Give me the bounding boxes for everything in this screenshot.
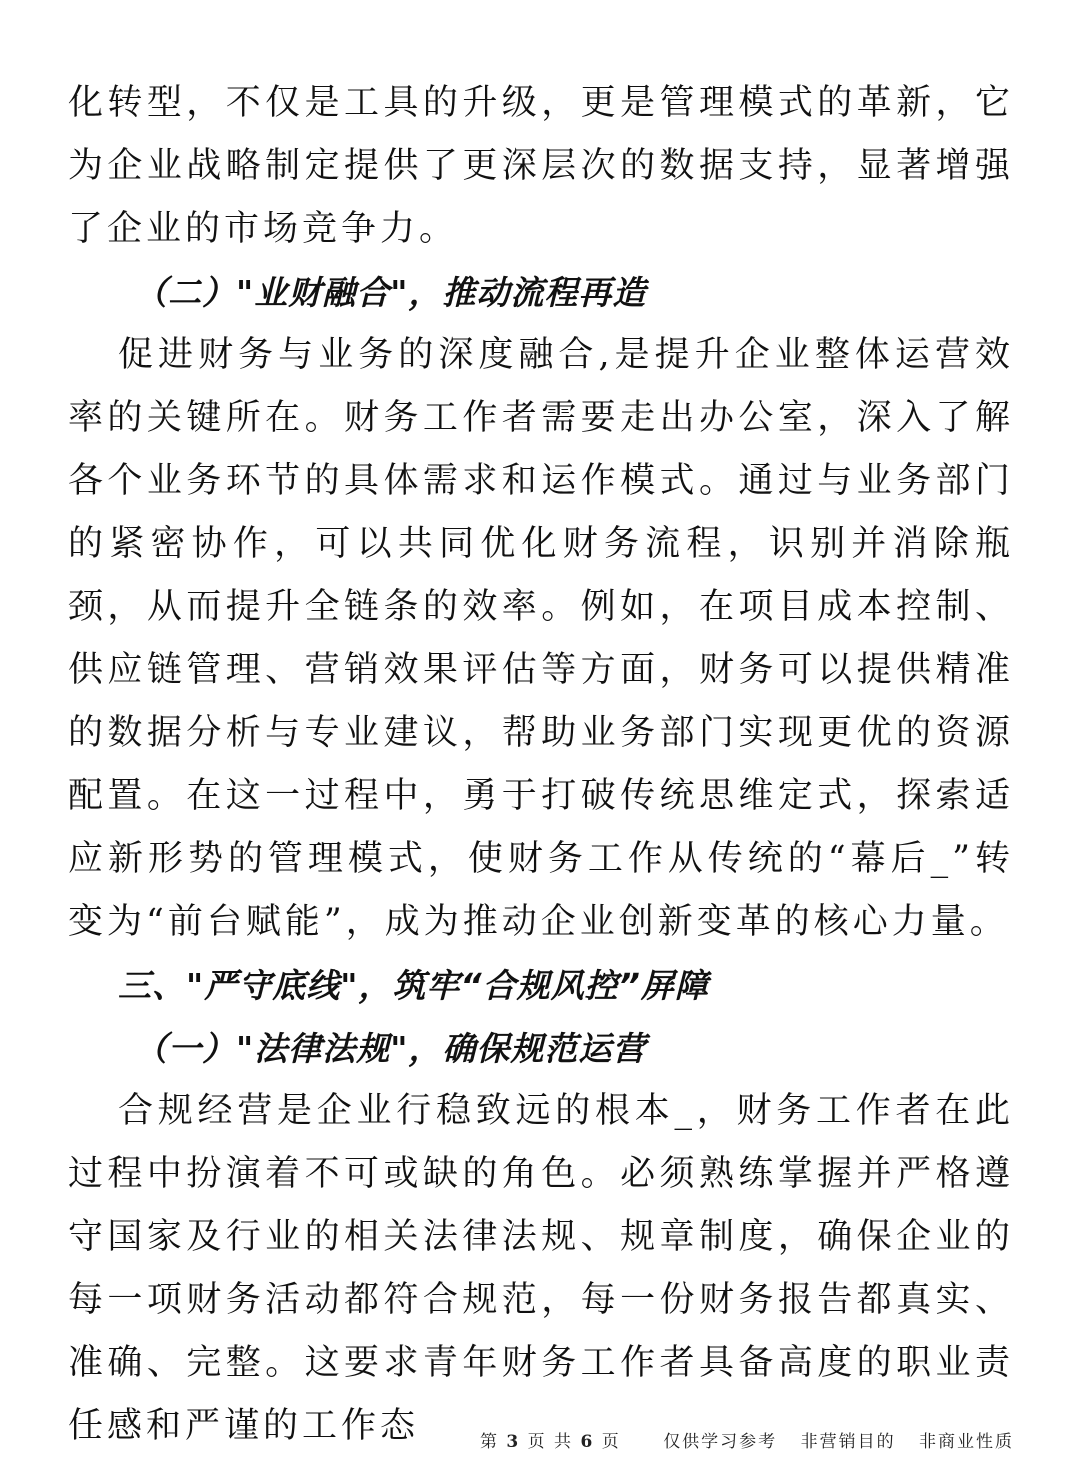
- page-number: [480, 1428, 621, 1456]
- chapter-heading-compliance-risk-control: 三、"严守底线"，筑牢“合规风控”屏障: [118, 966, 709, 1005]
- page-footer: [0, 1428, 1080, 1456]
- page-content: [68, 72, 1014, 1458]
- section-heading-business-finance-integration: （二）"业财融合"，推动流程再造: [134, 273, 647, 312]
- paragraph-intro-continuation: 化转型，不仅是工具的升级，更是管理模式的革新，它为企业战略制定提供了更深层次的数据支持，显著增强了企业的市场竞争力。: [68, 83, 1014, 249]
- section-heading-laws-regulations: （一）"法律法规"，确保规范运营: [134, 1029, 647, 1068]
- paragraph-business-finance-integration: 促进财务与业务的深度融合,是提升企业整体运营效率的关键所在。财务工作者需要走出办公室，深入了解各个业务环节的具体需求和运作模式。通过与业务部门的紧密协作，可以共同优化财务流程，识别并消除瓶颈，从而提升全链条的效率。例如，在项目成本控制、供应链管理、营销效果评估等方面，财务可以提供精准的数据分析与专业建议，帮助业务部门实现更优的资源配置。在这一过程中，勇于打破传统思维定式，探索适应新形势的管理模式，使财务工作从传统的“幕后_”转变为“前台赋能”，成为推动企业创新变革的核心力量。: [68, 335, 1014, 942]
- page-suffix: 页: [601, 1432, 621, 1452]
- disclaimer-non-marketing: 非营销目的: [800, 1432, 896, 1452]
- disclaimer-non-commercial: 非商业性质: [919, 1432, 1014, 1452]
- page-middle: 页 共: [527, 1432, 574, 1452]
- disclaimer-study-reference: 仅供学习参考: [663, 1432, 778, 1452]
- page-prefix: 第: [480, 1432, 499, 1452]
- footer-disclaimer: [663, 1428, 1014, 1456]
- page-current: 3: [506, 1432, 521, 1452]
- paragraph-compliance-operation: 合规经营是企业行稳致远的根本_，财务工作者在此过程中扮演着不可或缺的角色。必须熟练掌握并严格遵守国家及行业的相关法律法规、规章制度，确保企业的每一项财务活动都符合规范，每一份财务报告都真实、准确、完整。这要求青年财务工作者具备高度的职业责任感和严谨的工作态: [68, 1091, 1014, 1446]
- page-total: 6: [580, 1432, 595, 1452]
